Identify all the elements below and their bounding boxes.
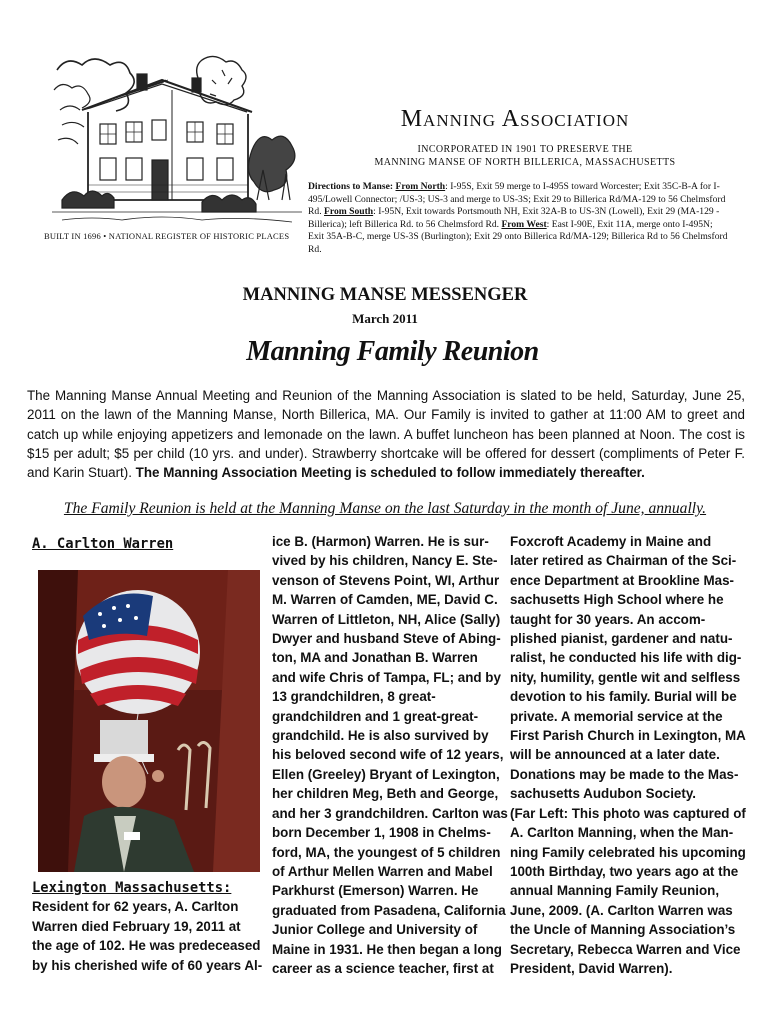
col2-line: and wife Chris of Tampa, FL; and by	[272, 669, 501, 685]
col3-line: sachusetts High School where he	[510, 592, 724, 608]
directions-north-label: From North	[395, 181, 446, 192]
col3-line: later retired as Chairman of the Sci-	[510, 553, 737, 569]
col2-line: Parkhurst (Emerson) Warren. He	[272, 883, 479, 899]
col2-line: career as a science teacher, first at	[272, 960, 494, 976]
incorporated-line-1: INCORPORATED IN 1901 TO PRESERVE THE	[417, 144, 633, 155]
col2-line: ton, MA and Jonathan B. Warren	[272, 650, 478, 666]
col3-line: Donations may be made to the Mas-	[510, 766, 739, 782]
col2-line: 13 grandchildren, 8 great-	[272, 689, 436, 705]
col2-line: graduated from Pasadena, California	[272, 902, 506, 918]
col3-line: First Parish Church in Lexington, MA	[510, 728, 746, 744]
col3-line: taught for 30 years. An accom-	[510, 611, 706, 627]
obituary-subheading: Lexington Massachusetts:	[32, 880, 232, 896]
annual-note: The Family Reunion is held at the Manning Manse on the last Saturday in the month of June, annually.	[63, 500, 707, 517]
col3-line: devotion to his family. Burial will be	[510, 689, 737, 705]
col3-line: President, David Warren).	[510, 960, 673, 976]
col2-line: her children Meg, Beth and George,	[272, 786, 499, 802]
col2-line: Ellen (Greeley) Bryant of Lexington,	[272, 766, 500, 782]
col3-line: will be announced at a later date.	[510, 747, 720, 763]
col3-line: nity, humility, gentle wit and selfless	[510, 669, 741, 685]
col2-line: M. Warren of Camden, ME, David C.	[272, 592, 498, 608]
col1-line: the age of 102. He was predeceased	[32, 938, 261, 953]
col2-line: born December 1, 1908 in Chelms-	[272, 825, 491, 841]
col2-line: venson of Stevens Point, WI, Arthur	[272, 572, 500, 588]
col3-line: Foxcroft Academy in Maine and	[510, 534, 712, 549]
org-name: Manning Association	[400, 106, 630, 132]
built-caption: BUILT IN 1696 • NATIONAL REGISTER OF HISTORIC PLACES	[44, 231, 290, 241]
col3-line: private. A memorial service at the	[510, 708, 723, 724]
col3-line: Secretary, Rebecca Warren and Vice	[510, 941, 741, 957]
col2-line: his beloved second wife of 12 years,	[272, 747, 504, 763]
obituary-heading: A. Carlton Warren	[32, 536, 174, 552]
col3-line: plished pianist, gardener and natu-	[510, 631, 733, 647]
directions-label: Directions to Manse:	[308, 181, 394, 192]
obituary-column-3	[510, 532, 750, 978]
col3-line: the Uncle of Manning Association’s	[510, 922, 736, 938]
col2-line: grandchildren and 1 great-great-	[272, 708, 479, 724]
col2-line: Dwyer and husband Steve of Abing-	[272, 631, 501, 647]
col3-line: ralist, he conducted his life with dig-	[510, 650, 742, 666]
intro-bold-text: The Manning Association Meeting is scheduled to follow immediately thereafter.	[135, 465, 645, 481]
directions-north-text: : I-95S, Exit 59 merge to I-495S toward Worcester; Exit 35C-B-A for I-495/Lowell Connector; /US-3; US-3 and merge to US-3S; Exit 29 to Billerica Rd/MA-129 to 56 Chelmsford Rd.	[308, 181, 726, 218]
obituary-column-1	[32, 897, 264, 975]
col3-line: sachusetts Audubon Society.	[510, 786, 697, 802]
article-headline: Manning Family Reunion	[246, 336, 539, 367]
obituary-column-2	[272, 532, 508, 978]
directions-west-text: : East I-90E, Exit 11A, merge onto I-495N; Exit 35A-B-C, merge US-3S (Burlington); Exit 29 onto Billerica Rd/MA-129; Billerica Rd to 56 Chelmsford Rd.	[308, 218, 728, 255]
col3-line: 100th Birthday, two years ago at the	[510, 863, 739, 879]
directions-south-text: : I-95N, Exit towards Portsmouth NH, Exit 32A-B to US-3N (Lowell), Exit 29 (MA-129 -Billerica); left Billerica Rd. to 56 Chelmsford Rd.	[308, 206, 720, 230]
col3-line: annual Manning Family Reunion,	[510, 883, 720, 899]
col1-line: by his cherished wife of 60 years Al-	[32, 957, 263, 973]
col2-line: of Arthur Mellen Warren and Mabel	[272, 863, 493, 879]
col3-line: ning Family celebrated his upcoming	[510, 844, 746, 860]
carlton-warren-photo	[38, 570, 260, 872]
newsletter-title: MANNING MANSE MESSENGER	[242, 285, 528, 305]
directions-block	[308, 181, 728, 257]
col1-line: Resident for 62 years, A. Carlton	[32, 899, 239, 914]
newsletter-date: March 2011	[352, 311, 418, 326]
col3-line: A. Carlton Manning, when the Man-	[510, 825, 734, 841]
directions-south-label: From South	[324, 206, 374, 218]
col2-line: Maine in 1931. He then began a long	[272, 941, 502, 957]
col2-line: Warren of Littleton, NH, Alice (Sally)	[272, 611, 501, 627]
incorporated-line-2: MANNING MANSE OF NORTH BILLERICA, MASSACHUSETTS	[374, 157, 676, 168]
col2-line: grandchild. He is also survived by	[272, 728, 489, 744]
col3-line: June, 2009. (A. Carlton Warren was	[510, 902, 733, 918]
col2-line: ice B. (Harmon) Warren. He is sur-	[272, 534, 489, 549]
manse-house-sketch	[52, 50, 302, 230]
col3-line: ence Department at Brookline Mas-	[510, 572, 734, 588]
col1-line: Warren died February 19, 2011 at	[32, 918, 241, 934]
intro-text: The Manning Manse Annual Meeting and Reunion of the Manning Association is slated to be held, Saturday, June 25, 2011 on the lawn of the Manning Manse, North Billerica, MA. Our Family is invited to gather at 11:00 AM to greet and catch up while enjoying appetizers and lemonade on the lawn. A buffet luncheon has been planned at Noon. The cost is $15 per adult; $5 per child (10 yrs. and under). Strawberry shortcake will be offered for dessert (compliments of Peter F. and Karin Stuart).	[27, 388, 745, 481]
col2-line: vived by his children, Nancy E. Ste-	[272, 553, 498, 569]
col2-line: Junior College and University of	[272, 922, 478, 938]
col3-line: (Far Left: This photo was captured of	[510, 805, 746, 821]
article-intro	[27, 386, 745, 482]
directions-west-label: From West	[501, 218, 547, 230]
col2-line: and her 3 grandchildren. Carlton was	[272, 805, 508, 821]
col2-line: ford, MA, the youngest of 5 children	[272, 844, 501, 860]
